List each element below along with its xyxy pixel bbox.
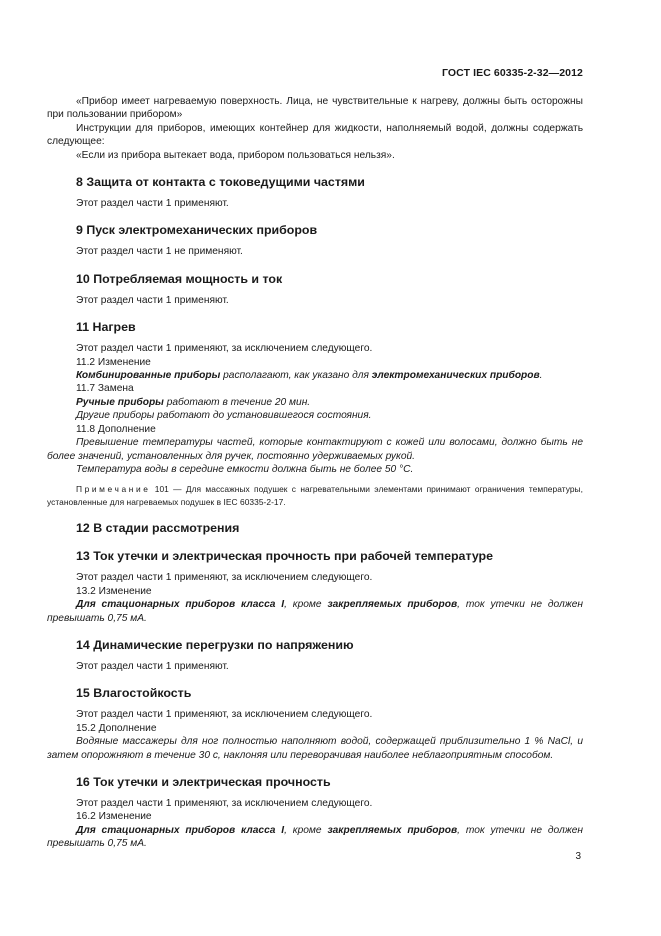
text-fragment: работают в течение 20 мин.: [163, 396, 311, 408]
subclause-16-2-heading: 16.2 Изменение: [76, 811, 152, 823]
section-8-heading: 8 Защита от контакта с токоведущими частями: [76, 175, 365, 190]
section-10-heading: 10 Потребляемая мощность и ток: [76, 271, 283, 286]
intro-paragraph-3: «Если из прибора вытекает вода, прибором пользоваться нельзя».: [76, 149, 395, 161]
text-fragment: , кроме: [284, 599, 328, 611]
term-class-i-stationary: Для стационарных приборов класса I: [76, 599, 285, 611]
term-hand-held-appliances: Ручные приборы: [76, 396, 164, 408]
page-number: 3: [575, 851, 581, 862]
note-label: Примечание: [76, 484, 151, 495]
section-12-heading: 12 В стадии рассмотрения: [76, 521, 240, 536]
section-14-text: Этот раздел части 1 применяют.: [76, 660, 229, 672]
subclause-15-2-text: Водяные массажеры для ног полностью наполняют водой, содержащей приблизительно 1 % NaCl, и затем опорожняют в течение 30 с, наклоняя или переворачивая наиболее неблагоприятным способом.: [47, 736, 583, 761]
subclause-11-8-text-2: Температура воды в середине емкости должна быть не более 50 °С.: [76, 463, 414, 475]
subclause-11-7-text-1: [47, 396, 583, 409]
subclause-11-8-text-1: Превышение температуры частей, которые контактируют с кожей или волосами, должно быть не более значений, установленных для ручек, постоянно удерживаемых рукой.: [47, 437, 583, 462]
intro-paragraph-2: Инструкции для приборов, имеющих контейнер для жидкости, наполняемый водой, должны содержать следующее:: [47, 122, 583, 148]
note-text: 101 — Для массажных подушек с нагревательными элементами принимают ограничения температуры, установленные для нагреваемых подушек в IEC 60335-2-17.: [47, 484, 583, 507]
term-electromechanical-appliances: электромеханических приборов: [371, 370, 540, 382]
text-fragment: , ток утечки не должен превышать 0,75 мА.: [47, 599, 583, 624]
term-fixed-appliances: закрепляемых приборов: [327, 599, 458, 611]
section-9-heading: 9 Пуск электромеханических приборов: [76, 223, 318, 238]
subclause-11-8-heading: 11.8 Дополнение: [76, 423, 156, 435]
section-13-text: Этот раздел части 1 применяют, за исключением следующего.: [76, 572, 373, 584]
text-fragment: .: [539, 370, 543, 382]
text-fragment: , кроме: [284, 824, 328, 836]
section-11-text: Этот раздел части 1 применяют, за исключением следующего.: [76, 343, 373, 355]
subclause-11-2-text: [47, 369, 583, 382]
text-fragment: располагают, как указано для: [220, 370, 372, 382]
section-15-heading: 15 Влагостойкость: [76, 686, 192, 701]
section-16-heading: 16 Ток утечки и электрическая прочность: [76, 774, 331, 789]
section-8-text: Этот раздел части 1 применяют.: [76, 198, 229, 210]
note-101: [47, 483, 583, 508]
subclause-11-7-text-2: Другие приборы работают до установившегося состояния.: [76, 410, 372, 422]
subclause-13-2-text: [47, 598, 583, 625]
subclause-16-2-text: [47, 824, 583, 851]
subclause-13-2-heading: 13.2 Изменение: [76, 585, 152, 597]
term-class-i-stationary: Для стационарных приборов класса I: [76, 824, 285, 836]
subclause-15-2-heading: 15.2 Дополнение: [76, 722, 157, 734]
document-body: [47, 95, 583, 851]
section-10-text: Этот раздел части 1 применяют.: [76, 294, 229, 306]
subclause-11-7-heading: 11.7 Замена: [76, 383, 134, 395]
document-header: ГОСТ IEC 60335-2-32—2012: [441, 67, 583, 79]
text-fragment: , ток утечки не должен превышать 0,75 мА.: [47, 824, 583, 850]
subclause-11-2-heading: 11.2 Изменение: [76, 356, 151, 368]
section-9-text: Этот раздел части 1 не применяют.: [76, 246, 243, 258]
section-16-text: Этот раздел части 1 применяют, за исключением следующего.: [76, 797, 373, 809]
section-14-heading: 14 Динамические перегрузки по напряжению: [76, 637, 354, 652]
intro-paragraph-1: «Прибор имеет нагреваемую поверхность. Лица, не чувствительные к нагреву, должны быть осторожны при пользовании прибором»: [47, 96, 583, 121]
term-fixed-appliances: закрепляемых приборов: [327, 824, 458, 836]
section-13-heading: 13 Ток утечки и электрическая прочность при рабочей температуре: [76, 549, 494, 564]
section-15-text: Этот раздел части 1 применяют, за исключением следующего.: [76, 709, 373, 721]
section-11-heading: 11 Нагрев: [76, 320, 136, 335]
term-combined-appliances: Комбинированные приборы: [76, 370, 221, 382]
